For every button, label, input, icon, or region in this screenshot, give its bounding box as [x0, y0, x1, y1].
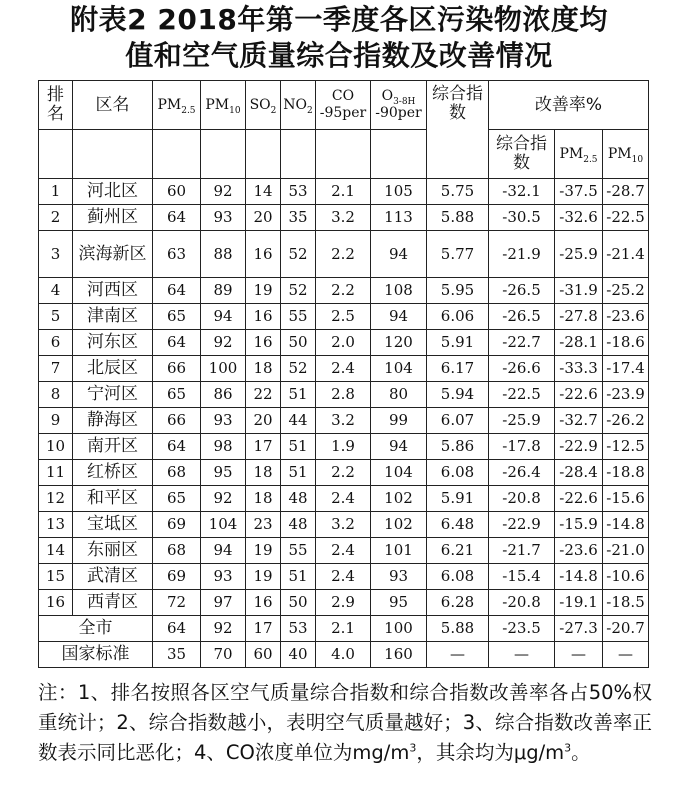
- district-cell: 静海区: [73, 408, 153, 434]
- value-cell: 4.0: [316, 642, 371, 668]
- value-cell: -28.4: [555, 460, 603, 486]
- value-cell: 6.08: [427, 564, 489, 590]
- value-cell: 52: [281, 231, 316, 278]
- district-cell: 河东区: [73, 330, 153, 356]
- value-cell: 20: [246, 408, 281, 434]
- table-row: [39, 434, 649, 460]
- value-cell: 35: [153, 642, 201, 668]
- value-cell: 51: [281, 434, 316, 460]
- header-district: 区名: [73, 81, 153, 130]
- value-cell: 19: [246, 278, 281, 304]
- value-cell: 50: [281, 590, 316, 616]
- value-cell: 18: [246, 356, 281, 382]
- value-cell: 1.9: [316, 434, 371, 460]
- header-co: CO -95per: [316, 81, 371, 130]
- district-cell: 宝坻区: [73, 512, 153, 538]
- value-cell: 2.4: [316, 538, 371, 564]
- table-row: [39, 304, 649, 330]
- table-row: [39, 231, 649, 278]
- value-cell: 94: [201, 304, 246, 330]
- table-row: [39, 356, 649, 382]
- value-cell: -22.9: [555, 434, 603, 460]
- value-cell: 108: [371, 278, 427, 304]
- value-cell: 100: [201, 356, 246, 382]
- value-cell: -22.5: [489, 382, 555, 408]
- value-cell: 20: [246, 205, 281, 231]
- district-cell: 北辰区: [73, 356, 153, 382]
- value-cell: 55: [281, 538, 316, 564]
- value-cell: 94: [371, 231, 427, 278]
- value-cell: 40: [281, 642, 316, 668]
- value-cell: -20.8: [489, 590, 555, 616]
- header-o3: $O_{3-8H}$ -90per: [371, 81, 427, 130]
- value-cell: -21.9: [489, 231, 555, 278]
- table-row: [39, 179, 649, 205]
- value-cell: —: [427, 642, 489, 668]
- value-cell: 102: [371, 486, 427, 512]
- value-cell: 16: [246, 590, 281, 616]
- title-line-1: 附表2 2018年第一季度各区污染物浓度均: [70, 3, 608, 36]
- value-cell: 66: [153, 408, 201, 434]
- district-cell: 和平区: [73, 486, 153, 512]
- header-blank-1: [39, 130, 73, 179]
- value-cell: 63: [153, 231, 201, 278]
- district-cell: 滨海新区: [73, 231, 153, 278]
- value-cell: 2.2: [316, 460, 371, 486]
- header-blank-8: [371, 130, 427, 179]
- value-cell: 5.94: [427, 382, 489, 408]
- value-cell: 92: [201, 179, 246, 205]
- value-cell: 100: [371, 616, 427, 642]
- table-row: [39, 512, 649, 538]
- value-cell: 93: [201, 408, 246, 434]
- value-cell: -31.9: [555, 278, 603, 304]
- table-row: [39, 538, 649, 564]
- value-cell: 2.2: [316, 278, 371, 304]
- value-cell: 2.1: [316, 179, 371, 205]
- value-cell: 95: [201, 460, 246, 486]
- table-row: [39, 486, 649, 512]
- value-cell: 68: [153, 460, 201, 486]
- header-blank-7: [316, 130, 371, 179]
- value-cell: 69: [153, 512, 201, 538]
- value-cell: 93: [201, 564, 246, 590]
- value-cell: -18.5: [603, 590, 649, 616]
- rank-cell: 2: [39, 205, 73, 231]
- value-cell: 6.28: [427, 590, 489, 616]
- district-cell: 宁河区: [73, 382, 153, 408]
- value-cell: 86: [201, 382, 246, 408]
- value-cell: 64: [153, 278, 201, 304]
- value-cell: -18.6: [603, 330, 649, 356]
- value-cell: 16: [246, 231, 281, 278]
- header-improve-index: 综合指数: [489, 130, 555, 179]
- value-cell: -32.6: [555, 205, 603, 231]
- value-cell: 94: [201, 538, 246, 564]
- value-cell: —: [489, 642, 555, 668]
- summary-label: 国家标准: [39, 642, 153, 668]
- summary-label: 全市: [39, 616, 153, 642]
- value-cell: 3.2: [316, 512, 371, 538]
- header-blank-2: [73, 130, 153, 179]
- value-cell: 19: [246, 564, 281, 590]
- value-cell: 65: [153, 486, 201, 512]
- header-rank: 排名: [39, 81, 73, 130]
- table-row: [39, 590, 649, 616]
- value-cell: -21.4: [603, 231, 649, 278]
- rank-cell: 12: [39, 486, 73, 512]
- value-cell: 51: [281, 460, 316, 486]
- value-cell: -14.8: [603, 512, 649, 538]
- header-row-2: [39, 130, 649, 179]
- value-cell: -17.8: [489, 434, 555, 460]
- value-cell: 52: [281, 356, 316, 382]
- district-cell: 津南区: [73, 304, 153, 330]
- city-row: [39, 616, 649, 642]
- value-cell: 2.4: [316, 486, 371, 512]
- rank-cell: 9: [39, 408, 73, 434]
- value-cell: -37.5: [555, 179, 603, 205]
- value-cell: -22.5: [603, 205, 649, 231]
- value-cell: 94: [371, 304, 427, 330]
- rank-cell: 15: [39, 564, 73, 590]
- value-cell: 92: [201, 330, 246, 356]
- district-cell: 蓟州区: [73, 205, 153, 231]
- value-cell: 80: [371, 382, 427, 408]
- value-cell: 5.86: [427, 434, 489, 460]
- value-cell: 120: [371, 330, 427, 356]
- standard-row: [39, 642, 649, 668]
- value-cell: 2.2: [316, 231, 371, 278]
- value-cell: 89: [201, 278, 246, 304]
- value-cell: 2.4: [316, 356, 371, 382]
- value-cell: 2.0: [316, 330, 371, 356]
- header-blank-5: [246, 130, 281, 179]
- value-cell: 23: [246, 512, 281, 538]
- value-cell: 48: [281, 486, 316, 512]
- value-cell: 17: [246, 616, 281, 642]
- value-cell: 5.91: [427, 330, 489, 356]
- value-cell: 160: [371, 642, 427, 668]
- header-index: 综合指数: [427, 81, 489, 179]
- value-cell: 6.08: [427, 460, 489, 486]
- table-row: [39, 278, 649, 304]
- value-cell: 17: [246, 434, 281, 460]
- value-cell: 65: [153, 382, 201, 408]
- pollution-table: [38, 80, 649, 668]
- value-cell: 19: [246, 538, 281, 564]
- header-improve: 改善率%: [489, 81, 649, 130]
- value-cell: 18: [246, 486, 281, 512]
- value-cell: -15.4: [489, 564, 555, 590]
- value-cell: -25.9: [489, 408, 555, 434]
- header-blank-4: [201, 130, 246, 179]
- table-title: [0, 2, 678, 74]
- value-cell: -25.9: [555, 231, 603, 278]
- value-cell: 5.88: [427, 205, 489, 231]
- value-cell: -21.0: [603, 538, 649, 564]
- value-cell: 92: [201, 616, 246, 642]
- value-cell: -28.1: [555, 330, 603, 356]
- value-cell: —: [603, 642, 649, 668]
- value-cell: -26.4: [489, 460, 555, 486]
- value-cell: 2.1: [316, 616, 371, 642]
- value-cell: -10.6: [603, 564, 649, 590]
- table-row: [39, 382, 649, 408]
- value-cell: 68: [153, 538, 201, 564]
- value-cell: -18.8: [603, 460, 649, 486]
- value-cell: 104: [201, 512, 246, 538]
- value-cell: -20.7: [603, 616, 649, 642]
- value-cell: 97: [201, 590, 246, 616]
- value-cell: -33.3: [555, 356, 603, 382]
- header-improve-pm10: $PM_{10}$: [603, 130, 649, 179]
- value-cell: -22.6: [555, 486, 603, 512]
- value-cell: -22.6: [555, 382, 603, 408]
- value-cell: 48: [281, 512, 316, 538]
- value-cell: 3.2: [316, 408, 371, 434]
- value-cell: 98: [201, 434, 246, 460]
- header-no2: $NO_2$: [281, 81, 316, 130]
- rank-cell: 4: [39, 278, 73, 304]
- value-cell: 16: [246, 304, 281, 330]
- value-cell: 44: [281, 408, 316, 434]
- footnote: 注：1、排名按照各区空气质量综合指数和综合指数改善率各占50%权重统计；2、综合指数越小，表明空气质量越好；3、综合指数改善率正数表示同比恶化；4、CO浓度单位为$mg/m^3$，其余均为$\mu g/m^3$。: [38, 681, 652, 764]
- value-cell: -23.5: [489, 616, 555, 642]
- value-cell: 2.9: [316, 590, 371, 616]
- value-cell: 6.06: [427, 304, 489, 330]
- table-row: [39, 205, 649, 231]
- value-cell: 65: [153, 304, 201, 330]
- rank-cell: 3: [39, 231, 73, 278]
- value-cell: 53: [281, 179, 316, 205]
- value-cell: 5.75: [427, 179, 489, 205]
- value-cell: -27.3: [555, 616, 603, 642]
- district-cell: 东丽区: [73, 538, 153, 564]
- value-cell: 5.91: [427, 486, 489, 512]
- district-cell: 武清区: [73, 564, 153, 590]
- value-cell: 2.8: [316, 382, 371, 408]
- rank-cell: 14: [39, 538, 73, 564]
- value-cell: —: [555, 642, 603, 668]
- value-cell: 70: [201, 642, 246, 668]
- value-cell: -27.8: [555, 304, 603, 330]
- value-cell: 64: [153, 616, 201, 642]
- value-cell: 93: [201, 205, 246, 231]
- value-cell: 69: [153, 564, 201, 590]
- value-cell: 105: [371, 179, 427, 205]
- value-cell: 51: [281, 564, 316, 590]
- value-cell: 104: [371, 356, 427, 382]
- value-cell: 5.77: [427, 231, 489, 278]
- value-cell: -23.6: [555, 538, 603, 564]
- header-improve-pm25: $PM_{2.5}$: [555, 130, 603, 179]
- value-cell: 60: [246, 642, 281, 668]
- value-cell: 53: [281, 616, 316, 642]
- value-cell: -22.9: [489, 512, 555, 538]
- rank-cell: 13: [39, 512, 73, 538]
- value-cell: 5.88: [427, 616, 489, 642]
- value-cell: 64: [153, 434, 201, 460]
- value-cell: 99: [371, 408, 427, 434]
- value-cell: 6.17: [427, 356, 489, 382]
- value-cell: 72: [153, 590, 201, 616]
- district-cell: 南开区: [73, 434, 153, 460]
- value-cell: -23.9: [603, 382, 649, 408]
- value-cell: 51: [281, 382, 316, 408]
- value-cell: -28.7: [603, 179, 649, 205]
- rank-cell: 8: [39, 382, 73, 408]
- value-cell: -15.6: [603, 486, 649, 512]
- value-cell: 113: [371, 205, 427, 231]
- value-cell: 88: [201, 231, 246, 278]
- value-cell: 6.48: [427, 512, 489, 538]
- value-cell: -26.6: [489, 356, 555, 382]
- value-cell: 35: [281, 205, 316, 231]
- value-cell: 6.21: [427, 538, 489, 564]
- value-cell: -30.5: [489, 205, 555, 231]
- value-cell: 2.5: [316, 304, 371, 330]
- value-cell: -26.5: [489, 278, 555, 304]
- value-cell: -20.8: [489, 486, 555, 512]
- value-cell: 64: [153, 205, 201, 231]
- rank-cell: 11: [39, 460, 73, 486]
- value-cell: 50: [281, 330, 316, 356]
- table-row: [39, 408, 649, 434]
- district-cell: 西青区: [73, 590, 153, 616]
- value-cell: 102: [371, 512, 427, 538]
- rank-cell: 6: [39, 330, 73, 356]
- value-cell: 14: [246, 179, 281, 205]
- value-cell: -14.8: [555, 564, 603, 590]
- value-cell: 101: [371, 538, 427, 564]
- table-row: [39, 460, 649, 486]
- value-cell: -32.7: [555, 408, 603, 434]
- value-cell: -21.7: [489, 538, 555, 564]
- rank-cell: 16: [39, 590, 73, 616]
- value-cell: 66: [153, 356, 201, 382]
- rank-cell: 7: [39, 356, 73, 382]
- header-pm25: $PM_{2.5}$: [153, 81, 201, 130]
- value-cell: 55: [281, 304, 316, 330]
- value-cell: 22: [246, 382, 281, 408]
- value-cell: -26.5: [489, 304, 555, 330]
- value-cell: 18: [246, 460, 281, 486]
- value-cell: -12.5: [603, 434, 649, 460]
- header-row-1: [39, 81, 649, 130]
- value-cell: 93: [371, 564, 427, 590]
- value-cell: 92: [201, 486, 246, 512]
- value-cell: -22.7: [489, 330, 555, 356]
- table-row: [39, 330, 649, 356]
- value-cell: 2.4: [316, 564, 371, 590]
- value-cell: 60: [153, 179, 201, 205]
- district-cell: 河北区: [73, 179, 153, 205]
- value-cell: -19.1: [555, 590, 603, 616]
- value-cell: 95: [371, 590, 427, 616]
- district-cell: 红桥区: [73, 460, 153, 486]
- value-cell: -17.4: [603, 356, 649, 382]
- header-so2: $SO_2$: [246, 81, 281, 130]
- value-cell: 5.95: [427, 278, 489, 304]
- table-row: [39, 564, 649, 590]
- value-cell: 94: [371, 434, 427, 460]
- rank-cell: 10: [39, 434, 73, 460]
- title-line-2: 值和空气质量综合指数及改善情况: [125, 39, 553, 72]
- value-cell: 104: [371, 460, 427, 486]
- value-cell: 6.07: [427, 408, 489, 434]
- value-cell: -26.2: [603, 408, 649, 434]
- value-cell: 3.2: [316, 205, 371, 231]
- header-blank-6: [281, 130, 316, 179]
- rank-cell: 1: [39, 179, 73, 205]
- header-pm10: $PM_{10}$: [201, 81, 246, 130]
- value-cell: -25.2: [603, 278, 649, 304]
- value-cell: -23.6: [603, 304, 649, 330]
- value-cell: -32.1: [489, 179, 555, 205]
- header-blank-3: [153, 130, 201, 179]
- value-cell: 52: [281, 278, 316, 304]
- value-cell: 64: [153, 330, 201, 356]
- rank-cell: 5: [39, 304, 73, 330]
- value-cell: 16: [246, 330, 281, 356]
- value-cell: -15.9: [555, 512, 603, 538]
- district-cell: 河西区: [73, 278, 153, 304]
